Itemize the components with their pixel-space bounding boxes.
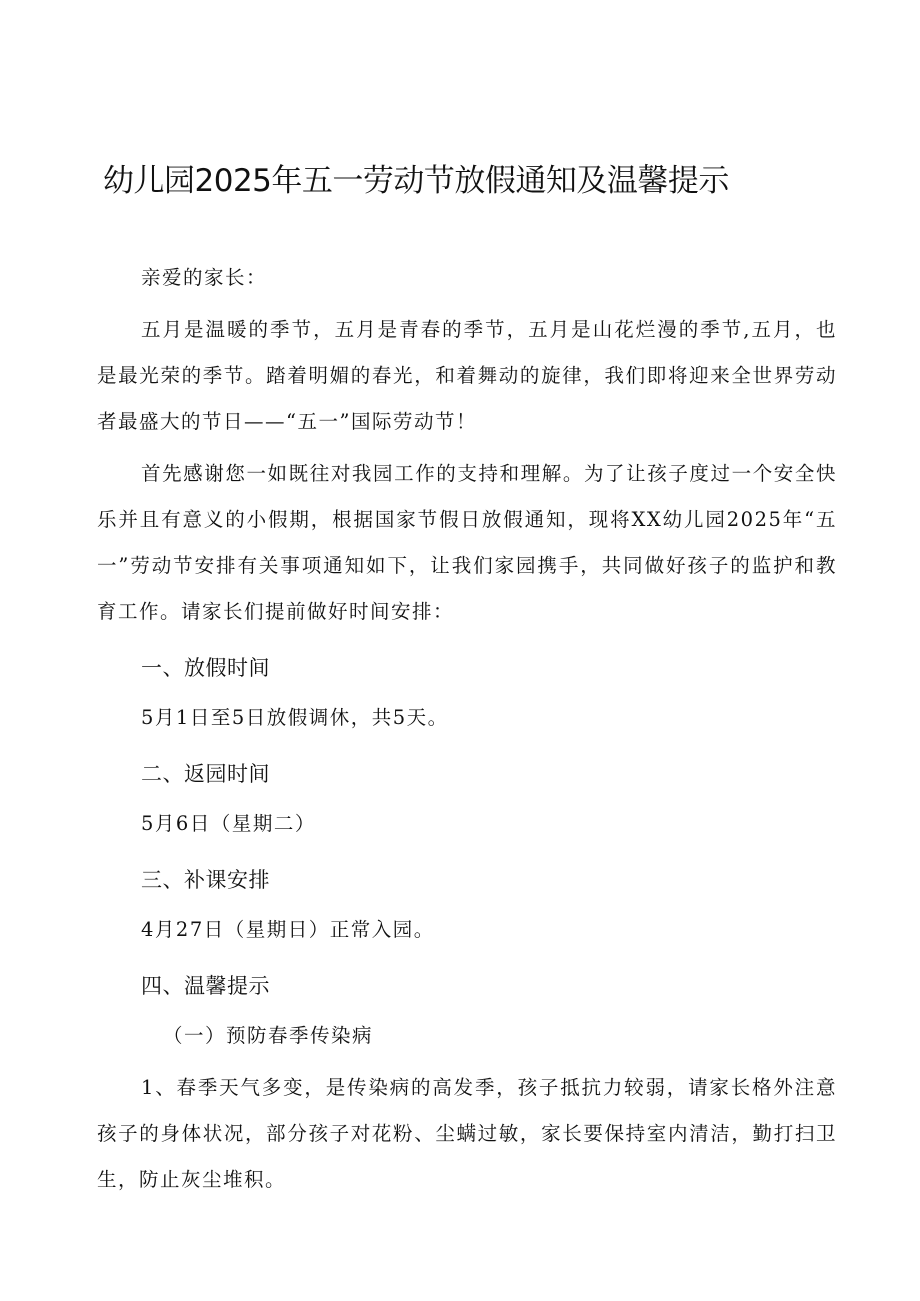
section-heading-makeup: 三、补课安排: [141, 868, 270, 892]
tip-subheading: （一）预防春季传染病: [163, 1024, 374, 1047]
section-heading-return: 二、返园时间: [141, 762, 270, 786]
section-content-return: 5月6日（星期二）: [141, 812, 316, 835]
section-heading-tips: 四、温馨提示: [141, 974, 270, 998]
section-heading-holiday: 一、放假时间: [141, 656, 270, 680]
section-content-makeup: 4月27日（星期日）正常入园。: [141, 918, 435, 941]
document-body: [97, 255, 837, 1203]
greeting: 亲爱的家长：: [141, 266, 268, 289]
section-content-holiday: 5月1日至5日放假调休，共5天。: [141, 706, 449, 729]
intro-paragraph-1: 五月是温暖的季节，五月是青春的季节，五月是山花烂漫的季节,五月，也是最光荣的季节。踏着明媚的春光，和着舞动的旋律，我们即将迎来全世界劳动者最盛大的节日——“五一”国际劳动节！: [97, 318, 837, 433]
tip-paragraph-1: 1、春季天气多变，是传染病的高发季，孩子抵抗力较弱，请家长格外注意孩子的身体状况，部分孩子对花粉、尘螨过敏，家长要保持室内清洁，勤打扫卫生，防止灰尘堆积。: [97, 1076, 837, 1191]
document-title: 幼儿园2025年五一劳动节放假通知及温馨提示: [103, 163, 729, 199]
intro-paragraph-2: 首先感谢您一如既往对我园工作的支持和理解。为了让孩子度过一个安全快乐并且有意义的小假期，根据国家节假日放假通知，现将XX幼儿园2025年“五一”劳动节安排有关事项通知如下，让我们家园携手，共同做好孩子的监护和教育工作。请家长们提前做好时间安排：: [97, 462, 837, 623]
